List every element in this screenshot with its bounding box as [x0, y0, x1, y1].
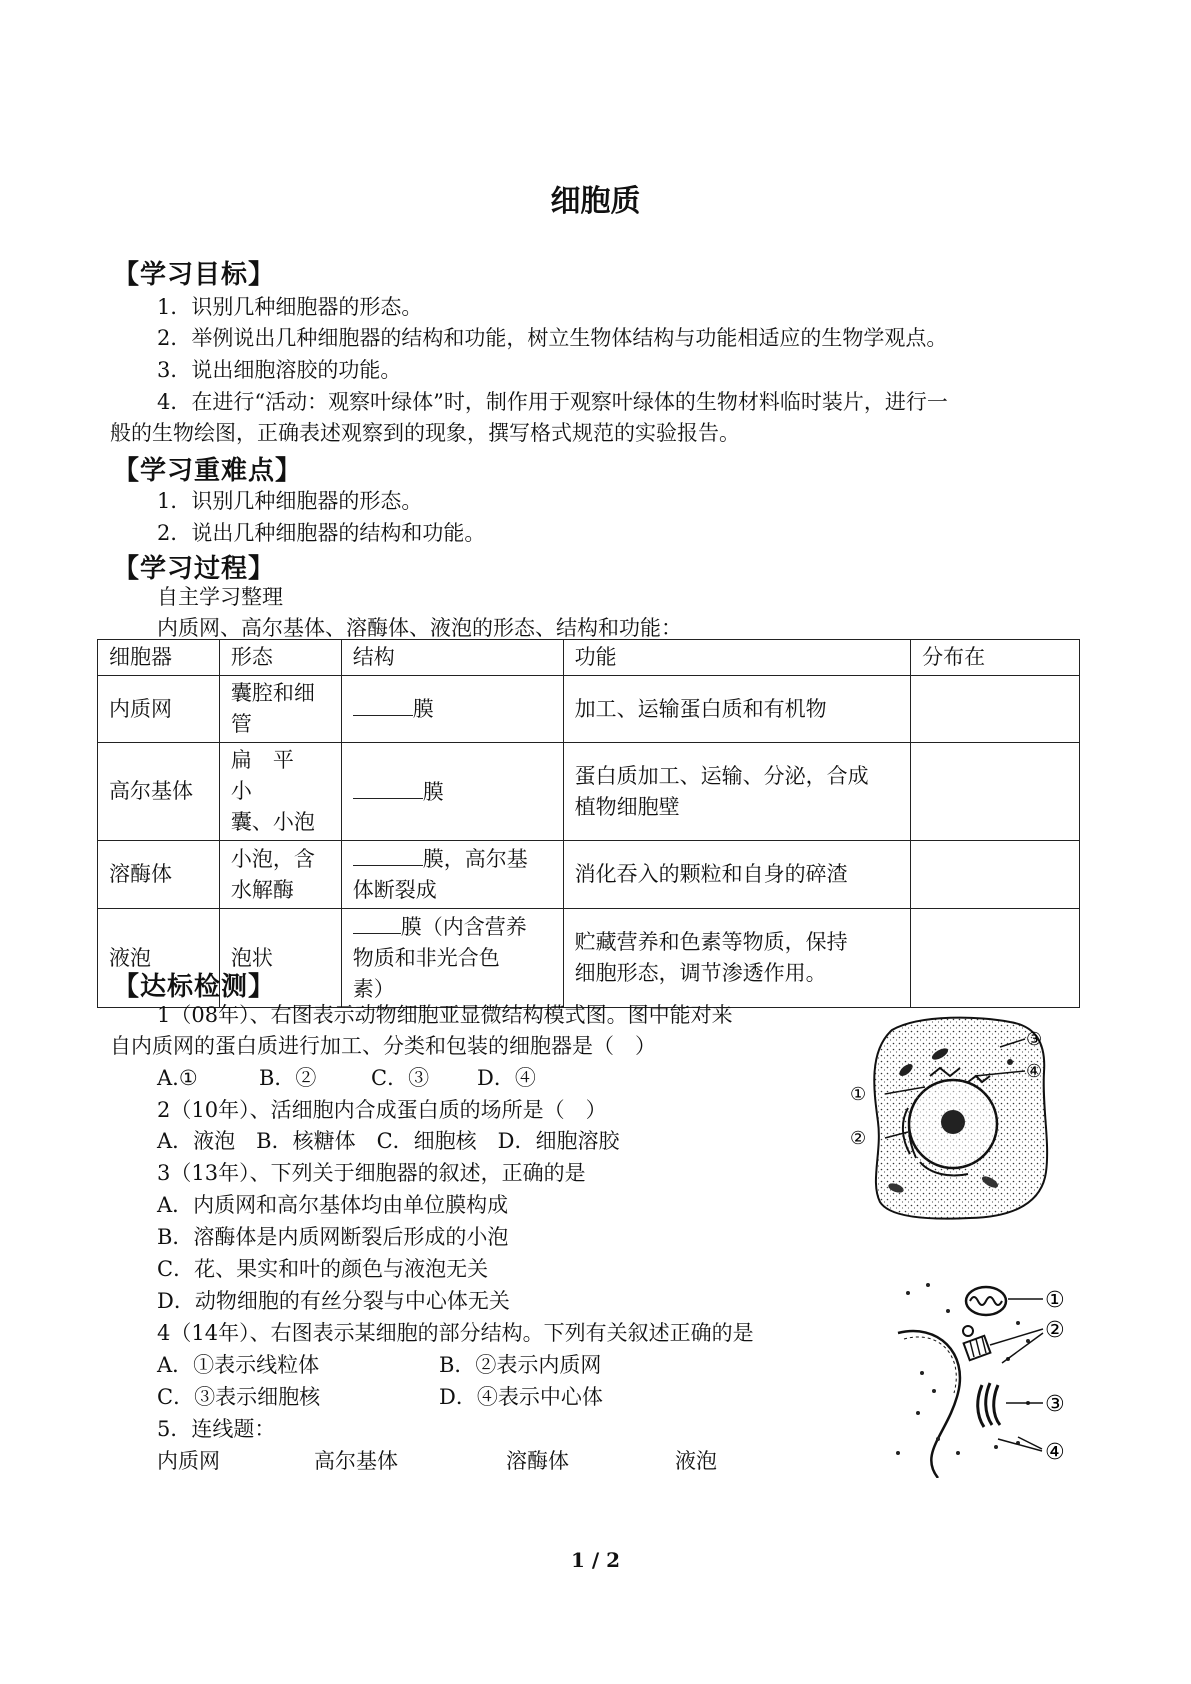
fill-blank[interactable]: [353, 911, 401, 934]
organelle-function: 消化吞入的颗粒和自身的碎渣: [563, 841, 911, 909]
structure-text: 膜（内含营养: [400, 915, 527, 939]
process-intro: 内质网、高尔基体、溶酶体、液泡的形态、结构和功能：: [157, 616, 682, 640]
function-line: 蛋白质加工、运输、分泌，合成: [574, 763, 869, 788]
goal-item: 1．识别几种细胞器的形态。: [157, 295, 423, 319]
option[interactable]: B．溶酶体是内质网断裂后形成的小泡: [157, 1225, 509, 1249]
question-5: 5．连线题：: [157, 1417, 276, 1441]
organelle-name: 内质网: [98, 676, 220, 743]
goal-item-continued: 般的生物绘图，正确表述观察到的现象，撰写格式规范的实验报告。: [110, 421, 740, 445]
question-3: 3（13年）、下列关于细胞器的叙述，正确的是: [157, 1161, 586, 1185]
organelle-distribution[interactable]: [911, 909, 1080, 1008]
organelle-function: [563, 743, 911, 841]
function-line: 贮藏营养和色素等物质，保持: [574, 930, 848, 954]
organelle-shape: [219, 841, 341, 909]
option[interactable]: A.①: [157, 1066, 198, 1090]
question-2: 2（10年）、活细胞内合成蛋白质的场所是（ ）: [157, 1098, 607, 1122]
matching-item[interactable]: 液泡: [675, 1449, 717, 1473]
structure-text: 体断裂成: [352, 878, 437, 902]
structure-text: 膜，高尔基: [422, 847, 528, 871]
shape-line: 水解酶: [230, 877, 294, 902]
question-1-options: [157, 1063, 536, 1093]
cell-structures-figure: [878, 1263, 1078, 1478]
page-title: 细胞质: [550, 184, 641, 219]
fill-blank[interactable]: [353, 776, 423, 799]
figure-label: ③: [1045, 1392, 1065, 1417]
matching-item[interactable]: 内质网: [157, 1449, 220, 1473]
animal-cell-figure: [850, 1012, 1075, 1224]
figure-label: ④: [1026, 1061, 1043, 1082]
goal-item: 3．说出细胞溶胶的功能。: [157, 358, 402, 382]
organelle-shape: [219, 743, 341, 841]
figure-label: ②: [850, 1128, 867, 1149]
goal-item: 4．在进行“活动：观察叶绿体”时，制作用于观察叶绿体的生物材料临时装片，进行一: [157, 390, 948, 414]
shape-line: 囊腔和细: [230, 681, 315, 705]
option[interactable]: C．③: [371, 1066, 430, 1090]
option[interactable]: B．②表示内质网: [439, 1353, 602, 1377]
organelle-name: 溶酶体: [98, 841, 220, 909]
option[interactable]: D．动物细胞的有丝分裂与中心体无关: [157, 1289, 510, 1313]
shape-line: 管: [230, 712, 252, 736]
figure-label: ③: [1026, 1029, 1043, 1050]
goal-item: 2．举例说出几种细胞器的结构和功能，树立生物体结构与功能相适应的生物学观点。: [157, 326, 948, 350]
section-process-heading: 【学习过程】: [113, 554, 276, 584]
table-row: [98, 743, 1080, 841]
table-header-cell: 分布在: [911, 640, 1080, 676]
section-test-heading: 【达标检测】: [113, 972, 276, 1002]
function-line: 植物细胞壁: [574, 794, 680, 819]
organelle-shape: [219, 676, 341, 743]
organelle-function: 加工、运输蛋白质和有机物: [563, 676, 911, 743]
figure-label: ④: [1045, 1440, 1065, 1465]
process-subheading: 自主学习整理: [157, 585, 283, 609]
key-point-item: 1．识别几种细胞器的形态。: [157, 489, 423, 513]
matching-item[interactable]: 高尔基体: [314, 1449, 398, 1473]
shape-line: 小泡，含: [230, 846, 315, 871]
organelle-shape: 泡状: [219, 909, 341, 1008]
fill-blank[interactable]: [353, 843, 423, 866]
organelle-distribution[interactable]: [911, 841, 1080, 909]
key-point-item: 2．说出几种细胞器的结构和功能。: [157, 521, 486, 545]
option[interactable]: B．②: [259, 1066, 317, 1090]
option[interactable]: A．内质网和高尔基体均由单位膜构成: [157, 1193, 509, 1217]
table-header-cell: 细胞器: [98, 640, 220, 676]
table-row: [98, 676, 1080, 743]
organelle-structure: [341, 743, 563, 841]
organelle-structure: [341, 676, 563, 743]
figure-label: ①: [1045, 1288, 1065, 1313]
shape-line: 囊、小泡: [230, 810, 315, 834]
organelle-distribution[interactable]: [911, 676, 1080, 743]
nuclear-envelope: [898, 1331, 960, 1478]
option[interactable]: D．④表示中心体: [439, 1385, 603, 1409]
matching-item[interactable]: 溶酶体: [506, 1449, 569, 1473]
shape-line: 扁 平 小: [230, 748, 315, 803]
structure-text: 素）: [352, 977, 395, 1001]
question-1-continued: 自内质网的蛋白质进行加工、分类和包装的细胞器是（ ）: [110, 1034, 656, 1058]
nucleolus: [941, 1110, 965, 1134]
organelle-structure: [341, 909, 563, 1008]
table-row: [98, 841, 1080, 909]
matching-items: [157, 1446, 717, 1476]
page-number: 1 / 2: [570, 1548, 621, 1572]
question-2-options: A．液泡 B．核糖体 C．细胞核 D．细胞溶胶: [157, 1129, 620, 1153]
figure-label: ①: [850, 1084, 867, 1105]
organelle-name: 液泡: [98, 909, 220, 1008]
table-header-cell: 功能: [563, 640, 911, 676]
centriole: [964, 1336, 991, 1360]
organelle-distribution[interactable]: [911, 743, 1080, 841]
option[interactable]: C．花、果实和叶的颜色与液泡无关: [157, 1257, 489, 1281]
structure-text: 膜: [412, 697, 434, 721]
organelle-table: [97, 639, 1080, 1008]
structure-text: 膜: [422, 779, 444, 804]
structure-text: 物质和非光合色: [352, 946, 500, 970]
golgi: [978, 1385, 984, 1427]
question-4: 4（14年）、右图表示某细胞的部分结构。下列有关叙述正确的是: [157, 1321, 754, 1345]
section-key-points-heading: 【学习重难点】: [113, 456, 303, 486]
question-4-options-row: [157, 1382, 603, 1412]
question-4-options-row: [157, 1350, 601, 1380]
table-header-cell: 结构: [341, 640, 563, 676]
organelle-function: [563, 909, 911, 1008]
question-1: 1（08年）、右图表示动物细胞亚显微结构模式图。图中能对来: [157, 1003, 733, 1027]
section-goals-heading: 【学习目标】: [113, 260, 276, 290]
option[interactable]: C．③表示细胞核: [157, 1385, 321, 1409]
figure-label: ②: [1045, 1318, 1065, 1343]
fill-blank[interactable]: [353, 693, 413, 716]
organelle-name: 高尔基体: [98, 743, 220, 841]
option[interactable]: D．④: [477, 1066, 536, 1090]
option[interactable]: A．①表示线粒体: [157, 1353, 320, 1377]
table-header-row: [98, 640, 1080, 676]
function-line: 细胞形态，调节渗透作用。: [574, 961, 827, 985]
organelle-structure: [341, 841, 563, 909]
table-header-cell: 形态: [219, 640, 341, 676]
